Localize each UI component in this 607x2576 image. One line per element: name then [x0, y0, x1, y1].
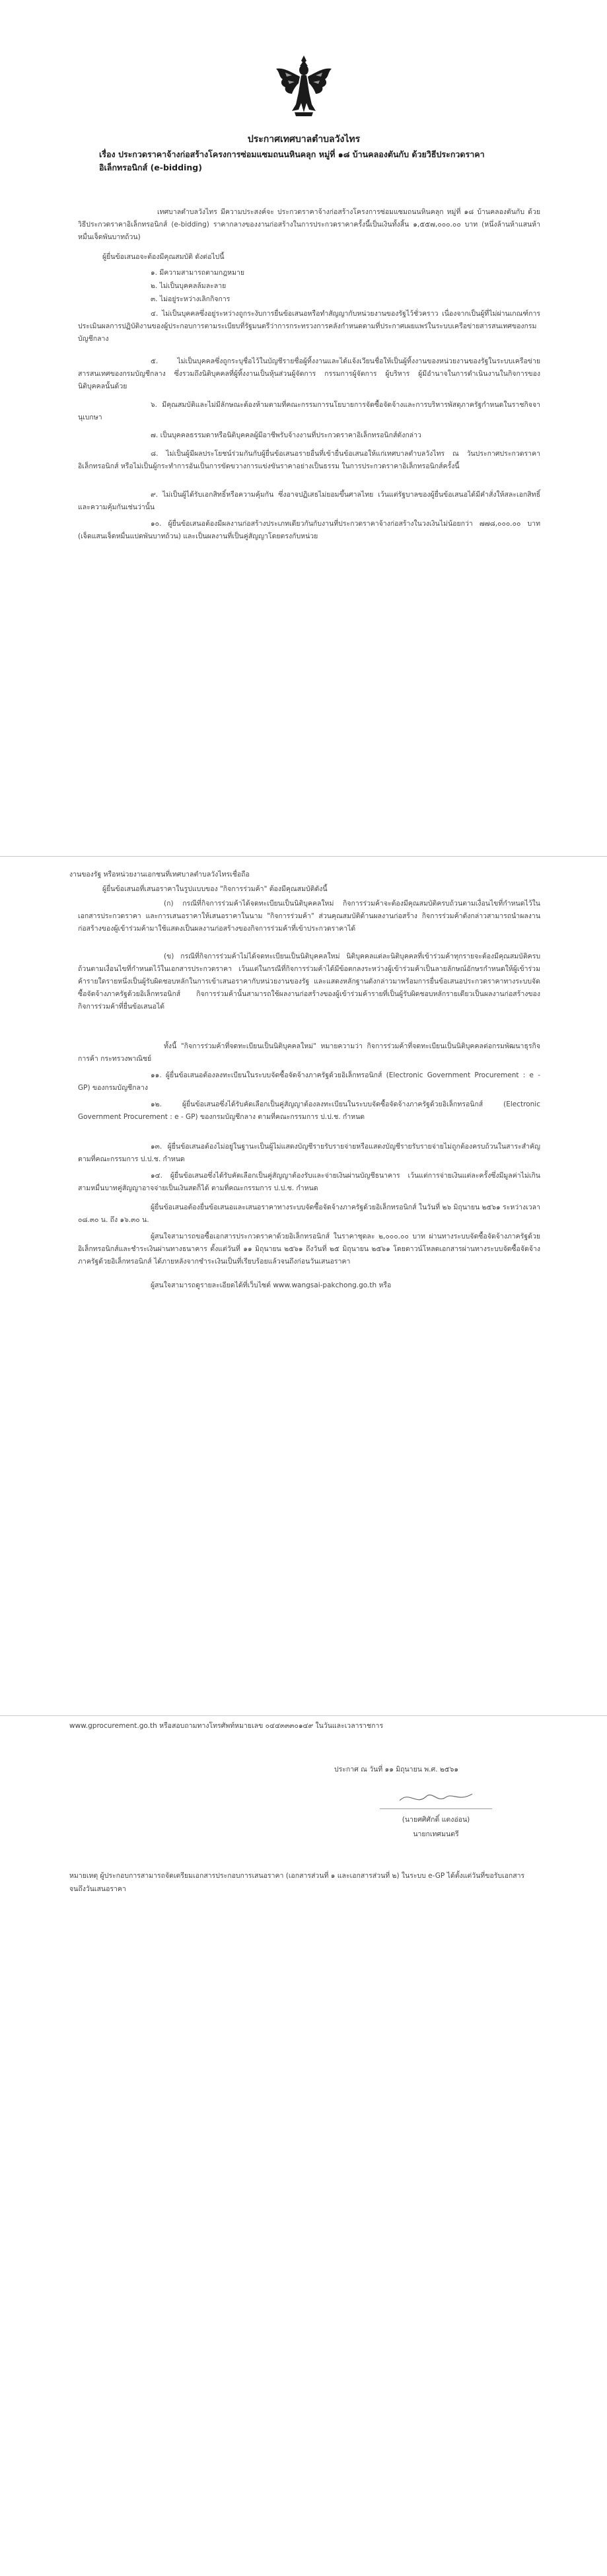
page-1 [0, 0, 607, 856]
qualification-item: ๑๐. ผู้ยื่นข้อเสนอต้องมีผลงานก่อสร้างประเภทเดียวกันกับงานที่ประกวดราคาจ้างก่อสร้างในวงเงินไม่น้อยกว่า ๗๗๘,๐๐๐.๐๐ บาท (เจ็ดแสนเจ็ดหมื่นแปดพันบาทถ้วน) และเป็นผลงานที่เป็นคู่สัญญาโดยตรงกับหน่วย [78, 520, 540, 540]
item-10-continuation: งานของรัฐ หรือหน่วยงานเอกชนที่เทศบาลตำบลวังไทรเชื่อถือ [69, 871, 250, 878]
qualification-item: ๗. เป็นบุคคลธรรมดาหรือนิติบุคคลผู้มีอาชีพรับจ้างงานที่ประกวดราคาอิเล็กทรอนิกส์ดังกล่าว [151, 431, 421, 439]
signature-icon [396, 1787, 476, 1807]
consortium-clause-a: (ก) กรณีที่กิจการร่วมค้าได้จดทะเบียนเป็นนิติบุคคลใหม่ กิจการร่วมค้าจะต้องมีคุณสมบัติครบถ้วนตามเงื่อนไขที่กำหนดไว้ในเอกสารประกวดราคา และการเสนอราคาให้เสนอราคาในนาม "กิจการร่วมค้า" ส่วนคุณสมบัติด้านผลงานก่อสร้าง กิจการร่วมค้าดังกล่าวสามารถนำผลงานก่อสร้างของผู้เข้าร่วมค้ามาใช้แสดงเป็นผลงานก่อสร้างของกิจการร่วมค้าที่เข้าประกวดราคาได้ [78, 900, 540, 933]
signature-line [380, 1808, 492, 1809]
intro-paragraph: เทศบาลตำบลวังไทร มีความประสงค์จะ ประกวดราคาจ้างก่อสร้างโครงการซ่อมแซมถนนหินคลุก หมู่ที่ ๑๘ บ้านคลองตันกับ ด้วยวิธีประกวดราคาอิเล็กทรอนิกส์ (e-bidding) ราคากลางของงานก่อสร้างในการประกวดราคาครั้งนี้เป็นเงินทั้งสิ้น ๑,๕๕๗,๐๐๐.๐๐ บาท (หนึ่งล้านห้าแสนห้าหมื่นเจ็ดพันบาทถ้วน) [78, 208, 540, 241]
documents-paragraph: ผู้สนใจสามารถขอซื้อเอกสารประกวดราคาด้วยอิเล็กทรอนิกส์ ในราคาชุดละ ๒,๐๐๐.๐๐ บาท ผ่านทางระบบจัดซื้อจัดจ้างภาครัฐด้วยอิเล็กทรอนิกส์และชำระเงินผ่านทางธนาคาร ตั้งแต่วันที่ ๑๑ มิถุนายน ๒๕๖๑ ถึงวันที่ ๒๕ มิถุนายน ๒๕๖๑ โดยดาวน์โหลดเอกสารผ่านทางระบบจัดซื้อจัดจ้างภาครัฐด้วยอิเล็กทรอนิกส์ ได้ภายหลังจากชำระเงินเป็นที่เรียบร้อยแล้วจนถึงก่อนวันเสนอราคา [78, 1233, 540, 1266]
consortium-lead: ผู้ยื่นข้อเสนอที่เสนอราคาในรูปแบบของ "กิจการร่วมค้า" ต้องมีคุณสมบัติดังนี้ [102, 885, 328, 893]
consortium-note: ทั้งนี้ "กิจการร่วมค้าที่จดทะเบียนเป็นนิติบุคคลใหม่" หมายความว่า กิจการร่วมค้าที่จดทะเบียนเป็นนิติบุคคลต่อกรมพัฒนาธุรกิจการค้า กระทรวงพาณิชย์ [78, 1042, 540, 1063]
signer-title: นายกเทศมนตรี [413, 1830, 459, 1838]
page-2 [0, 857, 607, 1715]
qualification-item: ๙. ไม่เป็นผู้ได้รับเอกสิทธิ์หรือความคุ้มกัน ซึ่งอาจปฏิเสธไม่ยอมขึ้นศาลไทย เว้นแต่รัฐบาลของผู้ยื่นข้อเสนอได้มีคำสั่งให้สละเอกสิทธิ์และความคุ้มกันเช่นว่านั้น [78, 491, 540, 511]
qualification-item: ๑. มีความสามารถตามกฎหมาย [151, 269, 245, 277]
qualification-item: ๓. ไม่อยู่ระหว่างเลิกกิจการ [151, 295, 231, 303]
qualifications-lead: ผู้ยื่นข้อเสนอจะต้องมีคุณสมบัติ ดังต่อไปนี้ [102, 253, 225, 261]
qualification-item-12: ๑๒. ผู้ยื่นข้อเสนอซึ่งได้รับคัดเลือกเป็นคู่สัญญาต้องลงทะเบียนในระบบจัดซื้อจัดจ้างภาครัฐด้วยอิเล็กทรอนิกส์ (Electronic Government Procurement : e - GP) ของกรมบัญชีกลาง ตามที่คณะกรรมการ ป.ป.ช. กำหนด [78, 1100, 540, 1121]
page-3 [0, 1716, 607, 2576]
qualification-item: ๘. ไม่เป็นผู้มีผลประโยชน์ร่วมกันกับผู้ยื่นข้อเสนอรายอื่นที่เข้ายื่นข้อเสนอให้แก่เทศบาลตำบลวังไทร ณ วันประกาศประกวดราคาอิเล็กทรอนิกส์ หรือไม่เป็นผู้กระทำการอันเป็นการขัดขวางการแข่งขันราคาอย่างเป็นธรรม ในการประกวดราคาอิเล็กทรอนิกส์ครั้งนี้ [78, 450, 540, 470]
submission-paragraph: ผู้ยื่นข้อเสนอต้องยื่นข้อเสนอและเสนอราคาทางระบบจัดซื้อจัดจ้างภาครัฐด้วยอิเล็กทรอนิกส์ ในวันที่ ๒๖ มิถุนายน ๒๕๖๑ ระหว่างเวลา ๐๘.๓๐ น. ถึง ๑๖.๓๐ น. [78, 1203, 540, 1224]
qualification-item: ๕. ไม่เป็นบุคคลซึ่งถูกระบุชื่อไว้ในบัญชีรายชื่อผู้ทิ้งงานและได้แจ้งเวียนชื่อให้เป็นผู้ทิ้งงานของหน่วยงานของรัฐในระบบเครือข่ายสารสนเทศของกรมบัญชีกลาง ซึ่งรวมถึงนิติบุคคลที่ผู้ทิ้งงานเป็นหุ้นส่วนผู้จัดการ กรรมการผู้จัดการ ผู้บริหาร ผู้มีอำนาจในการดำเนินงานในกิจการของนิติบุคคลนั้นด้วย [78, 357, 540, 390]
qualification-item: ๖. มีคุณสมบัติและไม่มีลักษณะต้องห้ามตามที่คณะกรรมการนโยบายการจัดซื้อจัดจ้างและการบริหารพัสดุภาครัฐกำหนดในราชกิจจานุเบกษา [78, 401, 540, 421]
qualification-item-11: ๑๑. ผู้ยื่นข้อเสนอต้องลงทะเบียนในระบบจัดซื้อจัดจ้างภาครัฐด้วยอิเล็กทรอนิกส์ (Electronic Government Procurement : e - GP) ของกรมบัญชีกลาง [78, 1071, 540, 1092]
garuda-emblem-icon [272, 53, 336, 118]
qualification-item: ๔. ไม่เป็นบุคคลซึ่งอยู่ระหว่างถูกระงับการยื่นข้อเสนอหรือทำสัญญากับหน่วยงานของรัฐไว้ชั่วคราว เนื่องจากเป็นผู้ที่ไม่ผ่านเกณฑ์การประเมินผลการปฏิบัติงานของผู้ประกอบการตามระเบียบที่รัฐมนตรีว่าการกระทรวงการคลังกำหนดตามที่ประกาศเผยแพร่ในระบบเครือข่ายสารสนเทศของกรมบัญชีกลาง [78, 310, 540, 343]
contact-paragraph: ผู้สนใจสามารถดูรายละเอียดได้ที่เว็บไซต์ www.wangsai-pakchong.go.th หรือ [151, 1281, 392, 1289]
announcement-date: ประกาศ ณ วันที่ ๑๑ มิถุนายน พ.ศ. ๒๕๖๑ [334, 1766, 459, 1773]
page-title: ประกาศเทศบาลตำบลวังไทร [247, 134, 361, 145]
consortium-clause-b: (ข) กรณีที่กิจการร่วมค้าไม่ได้จดทะเบียนเป็นนิติบุคคลใหม่ นิติบุคคลแต่ละนิติบุคคลที่เข้าร่วมค้าทุกรายจะต้องมีคุณสมบัติครบถ้วนตามเงื่อนไขที่กำหนดไว้ในเอกสารประกวดราคา เว้นแต่ในกรณีที่กิจการร่วมค้าได้มีข้อตกลงระหว่างผู้เข้าร่วมค้าเป็นลายลักษณ์อักษรกำหนดให้ผู้เข้าร่วมค้ารายใดรายหนึ่งเป็นผู้รับผิดชอบหลักในการเข้าเสนอราคากับหน่วยงานของรัฐ และแสดงหลักฐานดังกล่าวมาพร้อมการยื่นข้อเสนอประกวดราคาทางระบบจัดซื้อจัดจ้างภาครัฐด้วยอิเล็กทรอนิกส์ กิจการร่วมค้านั้นสามารถใช้ผลงานก่อสร้างของผู้เข้าร่วมค้ารายที่เป็นผู้รับผิดชอบหลักรายเดียวเป็นผลงานก่อสร้างของกิจการร่วมค้าที่ยื่นข้อเสนอได้ [78, 952, 540, 1011]
qualification-item-13: ๑๓. ผู้ยื่นข้อเสนอต้องไม่อยู่ในฐานะเป็นผู้ไม่แสดงบัญชีรายรับรายจ่ายหรือแสดงบัญชีรายรับรายจ่ายไม่ถูกต้องครบถ้วนในสาระสำคัญ ตามที่คณะกรรมการ ป.ป.ช. กำหนด [78, 1143, 540, 1163]
qualification-item: ๒. ไม่เป็นบุคคลล้มละลาย [151, 282, 227, 290]
signer-name: (นายศศิศักดิ์ แตงอ่อน) [402, 1816, 470, 1824]
qualification-item-14: ๑๔. ผู้ยื่นข้อเสนอซึ่งได้รับคัดเลือกเป็นคู่สัญญาต้องรับและจ่ายเงินผ่านบัญชีธนาคาร เว้นแต่การจ่ายเงินแต่ละครั้งซึ่งมีมูลค่าไม่เกินสามหมื่นบาทคู่สัญญาอาจจ่ายเป็นเงินสดก็ได้ ตามที่คณะกรรมการ ป.ป.ช. กำหนด [78, 1172, 540, 1192]
subject-line: เรื่อง ประกวดราคาจ้างก่อสร้างโครงการซ่อมแซมถนนหินคลุก หมู่ที่ ๑๘ บ้านคลองตันกับ ด้วยวิธีประกวดราคาอิเล็กทรอนิกส์ (e-bidding) [99, 149, 485, 172]
remark-note: หมายเหตุ ผู้ประกอบการสามารถจัดเตรียมเอกสารประกอบการเสนอราคา (เอกสารส่วนที่ ๑ และเอกสารส่วนที่ ๒) ในระบบ e-GP ได้ตั้งแต่วันที่ขอรับเอกสารจนถึงวันเสนอราคา [69, 1872, 525, 1893]
contact-continuation: www.gprocurement.go.th หรือสอบถามทางโทรศัพท์หมายเลข ๐๔๔๓๓๓๐๑๔๙ ในวันและเวลาราชการ [69, 1722, 384, 1730]
